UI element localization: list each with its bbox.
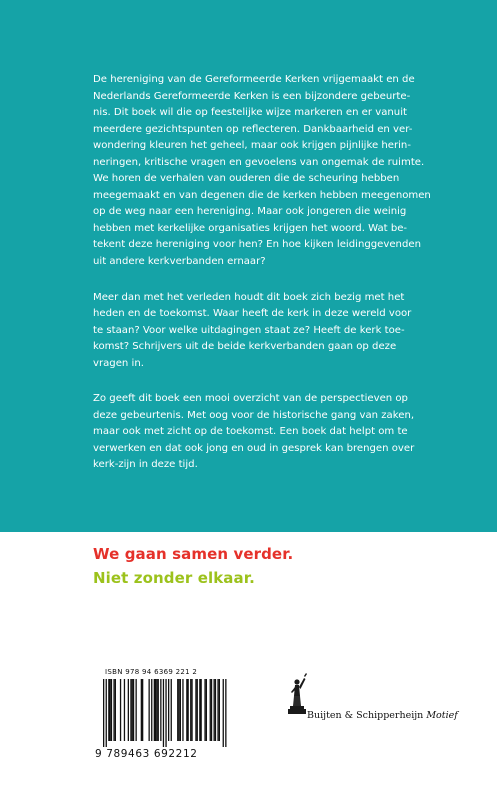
barcode-bar (106, 679, 107, 747)
barcode-bar (197, 679, 198, 741)
barcode-bar (223, 679, 224, 747)
barcode-bar (204, 679, 205, 741)
blurb-paragraph-2: Meer dan met het verleden houdt dit boek zich bezig met het heden en de toekomst. Waar heeft de kerk in deze wereld voor te staan? Voor welke uitdagingen staat ze? Heeft de kerk toe- komst? Schrijvers uit de beide kerkverbanden gaan op deze vragen in. (93, 291, 412, 369)
barcode-bar (165, 679, 166, 747)
barcode-bar (217, 679, 218, 741)
barcode-bar (130, 679, 131, 741)
barcode-bar (188, 679, 189, 741)
barcode-bar (201, 679, 202, 741)
barcode-digits: 9 789463 692212 (95, 748, 198, 760)
barcode-bars (95, 679, 233, 749)
blurb-text (93, 72, 463, 493)
isbn-barcode (95, 668, 245, 760)
publisher-imprint (287, 672, 487, 732)
barcode-bar (190, 679, 191, 741)
barcode-bar (156, 679, 157, 741)
barcode-bar (155, 679, 156, 741)
barcode-bar (124, 679, 125, 741)
barcode-bar (214, 679, 215, 741)
blurb-paragraph-1: De hereniging van de Gereformeerde Kerken vrijgemaakt en de Nederlands Gereformeerde Kerken is een bijzondere gebeurte- nis. Dit boek wil die op feestelijke wijze markeren en er vanuit meerdere gezichtspunten op reflecteren. Dankbaarheid en ver- wondering kleuren het geheel, maar ook krijgen pijnlijke herin- neringen, kritische vragen en gevoelens van ongemak de ruimte. We horen de verhalen van ouderen die de scheuring hebben meegemaakt en van degenen die de kerken hebben meegenomen op de weg naar een hereniging. Maar ook jongeren die weinig hebben met kerkelijke organisaties krijgen het woord. Wat be- tekent deze hereniging voor hen? En hoe kijken leidinggevenden uit andere kerkverbanden ernaar? (93, 74, 431, 268)
barcode-bar (151, 679, 152, 741)
barcode-bar (154, 679, 155, 741)
tagline-red: We gaan samen verder. (93, 545, 294, 563)
barcode-bar (110, 679, 111, 741)
barcode-bar (180, 679, 181, 741)
barcode-bar (115, 679, 116, 741)
barcode-bar (168, 679, 169, 741)
barcode-bar (163, 679, 164, 747)
publisher-name (307, 710, 458, 721)
publisher-name-text: Buijten & Schipperheijn (307, 710, 424, 721)
barcode-bar (149, 679, 150, 741)
barcode-bar (186, 679, 187, 741)
barcode-bar (206, 679, 207, 741)
barcode-bar (199, 679, 200, 741)
publisher-imprint-name: Motief (426, 710, 458, 721)
barcode-bar (128, 679, 129, 741)
barcode-bar (141, 679, 142, 741)
barcode-bar (195, 679, 196, 741)
barcode-bar (132, 679, 133, 741)
barcode-bar (160, 679, 161, 741)
tagline-green: Niet zonder elkaar. (93, 569, 255, 587)
blurb-paragraph-3: Zo geeft dit boek een mooi overzicht van de perspectieven op deze gebeurtenis. Met oog voor de historische gang van zaken, maar ook met zicht op de toekomst. Een boek dat helpt om te verwerken en dat ook jong en oud in gesprek kan brengen over kerk-zijn in deze tijd. (93, 393, 415, 471)
barcode-bar (108, 679, 109, 741)
barcode-bar (113, 679, 114, 741)
barcode-bar (133, 679, 134, 741)
barcode-bar (103, 679, 104, 747)
isbn-label: ISBN 978 94 6369 221 2 (105, 668, 198, 676)
barcode-bar (219, 679, 220, 741)
barcode-bar (182, 679, 183, 741)
barcode-bar (120, 679, 121, 741)
barcode-bar (111, 679, 112, 741)
barcode-bar (191, 679, 192, 741)
barcode-bar (142, 679, 143, 741)
barcode-bar (158, 679, 159, 741)
barcode-bar (177, 679, 178, 741)
barcode-bar (210, 679, 211, 741)
barcode-bar (178, 679, 179, 741)
barcode-bar (171, 679, 172, 741)
barcode-bar (215, 679, 216, 741)
barcode-bar (136, 679, 137, 741)
barcode-bar (211, 679, 212, 741)
barcode-bar (225, 679, 226, 747)
statue-figure-icon (287, 672, 309, 716)
